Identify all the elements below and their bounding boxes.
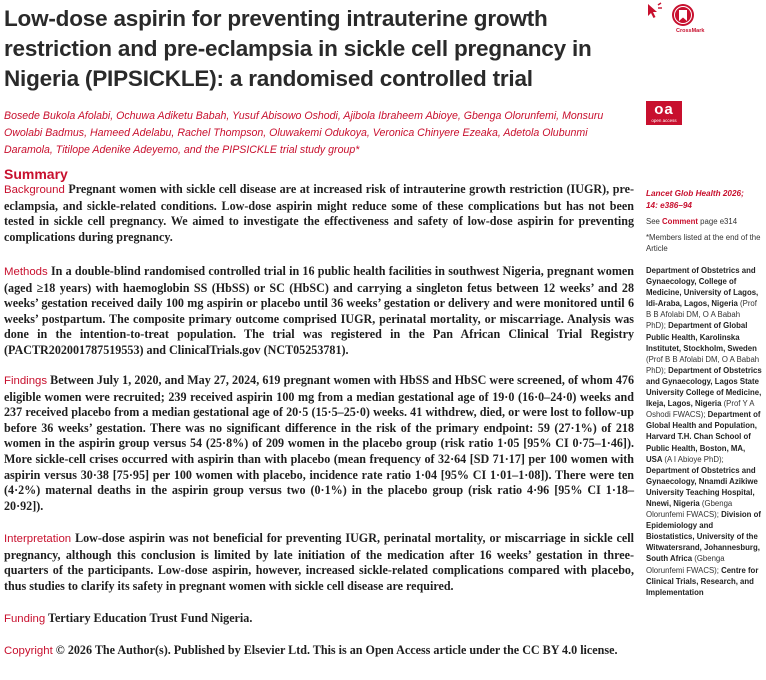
affiliation-institution: Division of Epidemiology and Biostatistics, University of the Witwatersrand, Johannesburg, South Africa bbox=[646, 510, 761, 564]
interpretation-text: Low-dose aspirin was not beneficial for preventing IUGR, perinatal mortality, or miscarriage in sickle cell pregnancy, although this conclusion is limited by late initiation of the medication after 16 weeks’ gestation in three-quarters of the participants. Low-dose aspirin, however, increased sickle-related complications compared with placebo, thus studies to clarify its safety in pregnant women with sickle cell disease are required. bbox=[4, 531, 634, 593]
comment-link[interactable]: Comment bbox=[662, 217, 699, 226]
background-label: Background bbox=[4, 184, 65, 196]
comment-suffix: page e314 bbox=[698, 217, 738, 226]
open-access-badge bbox=[646, 101, 682, 125]
crossmark-label[interactable]: CrossMark bbox=[676, 28, 705, 34]
affiliation-institution: Department of Global Health and Population, Harvard T.H. Chan School of Public Health, Boston, MA, USA bbox=[646, 410, 761, 464]
funding-text: Tertiary Education Trust Fund Nigeria. bbox=[47, 611, 253, 625]
open-access-label: open access bbox=[651, 118, 677, 123]
funding-section bbox=[4, 611, 634, 628]
affiliation-institution: Centre for Clinical Trials, Research, and Implementation bbox=[646, 565, 759, 597]
interpretation-label: Interpretation bbox=[4, 533, 72, 545]
interpretation-section bbox=[4, 531, 634, 594]
affiliation-authors: (Gbenga Olorunfemi FWACS); bbox=[646, 498, 733, 520]
methods-text: In a double-blind randomised controlled trial in 16 public health facilities in southwest Nigeria, pregnant women (aged ≥18 years) with haemoglobin SS (HbSS) or SC (HbSC) and carrying a singleton fetus between 12 weeks’ and 28 weeks’ gestation received daily 100 mg aspirin or placebo until 36 weeks’ gestation or delivery and were monitored until 6 weeks’ postpartum. The composite primary outcome comprised IUGR, perinatal mortality, or miscarriage. Analysis was done in the intention-to-treat population. The trial was registered in the Pan African Clinical Trial Registry (PACTR202001787519553) and ClinicalTrials.gov (NCT05253781). bbox=[4, 264, 635, 357]
findings-section bbox=[4, 373, 634, 514]
affiliation-authors: (Gbenga Olorunfemi FWACS); bbox=[646, 554, 725, 575]
methods-section bbox=[4, 264, 634, 359]
citation-pages: 14: e386–94 bbox=[646, 201, 692, 210]
affiliation-authors: (Prof B B Afolabi DM, O A Babah PhD); bbox=[646, 354, 760, 375]
background-text: Pregnant women with sickle cell disease are at increased risk of intrauterine growth restriction (IUGR), pre-eclampsia, and sickle-related conditions. Low-dose aspirin might reduce some of these complications but has not been tested in sickle cell pregnancy. We aimed to investigate the effectiveness and safety of low-dose aspirin for preventing complications during pregnancy. bbox=[4, 182, 634, 244]
affiliation-institution: Department of Obstetrics and Gynaecology, Nnamdi Azikiwe University Teaching Hospital, Nnewi, Nigeria bbox=[646, 465, 758, 508]
open-access-icon: oa bbox=[654, 101, 674, 118]
copyright-text: © 2026 The Author(s). Published by Elsevier Ltd. This is an Open Access article under the CC BY 4.0 license. bbox=[55, 643, 618, 657]
journal-citation bbox=[646, 188, 762, 212]
comment-prefix: See bbox=[646, 217, 663, 226]
background-section bbox=[4, 182, 634, 245]
affiliation-authors: (Prof Y A Oshodi FWACS); bbox=[646, 399, 755, 420]
findings-label: Findings bbox=[4, 375, 48, 387]
funding-label: Funding bbox=[4, 613, 46, 625]
methods-label: Methods bbox=[4, 266, 48, 278]
article-title: Low-dose aspirin for preventing intrauterine growth restriction and pre-eclampsia in sickle cell pregnancy in Nigeria (PIPSICKLE): a randomised controlled trial bbox=[4, 6, 592, 91]
affiliation-authors: (A I Abioye PhD); bbox=[664, 454, 724, 464]
affiliation-institution: Department of Global Public Health, Karolinska Institutet, Stockholm, Sweden bbox=[646, 321, 757, 353]
author-list: Bosede Bukola Afolabi, Ochuwa Adiketu Babah, Yusuf Abisowo Oshodi, Ajibola Ibraheem Abioye, Gbenga Olorunfemi, Monsuru Owolabi Badmus, Hameed Adelabu, Rachel Thompson, Oluwakemi Odukoya, Veronica Chinyere Ezeaka, Adetola Olubunmi Daramola, Titilope Adenike Adeyemo, and the PIPSICKLE trial study group* bbox=[4, 110, 604, 156]
citation-journal: Lancet Glob Health 2026; bbox=[646, 189, 744, 198]
summary-heading: Summary bbox=[4, 166, 68, 182]
copyright-label: Copyright bbox=[4, 645, 53, 657]
findings-text: Between July 1, 2020, and May 27, 2024, 619 pregnant women with HbSS and HbSC were screened, of whom 476 eligible women were recruited; 239 received aspirin 100 mg from a median gestational age of 19·0 (16·0–24·0) weeks and 237 received placebo from a median gestational age of 20·5 (15·5–25·0) weeks. 41 withdrew, died, or were lost to follow-up before 36 weeks’ gestation. There was no significant difference in the risk of the primary endpoint: 59 (27·1%) of 218 women in the aspirin group versus 54 (25·8%) of 209 women in the placebo group (risk ratio 1·05 [95% CI 0·75–1·46]). More sickle-cell crises occurred with aspirin than with placebo (mean frequency of 32·64 [SD 71·17] per 100 women with aspirin versus 30·38 [75·95] per 100 women with placebo, incidence rate ratio 1·04 [95% CI 1·01–1·08]). There were ten (4·2%) maternal deaths in the aspirin group versus two (0·1%) in the placebo group (risk ratio 4·96 [95% CI 1·18–20·92]). bbox=[4, 373, 634, 513]
affiliation-institution: Department of Obstetrics and Gynaecology, Lagos State University College of Medicine, Ikeja, Lagos, Nigeria bbox=[646, 365, 762, 409]
members-note: *Members listed at the end of the Article bbox=[646, 233, 761, 254]
affiliations bbox=[646, 265, 762, 598]
affiliation-institution: Department of Obstetrics and Gynaecology, College of Medicine, University of Lagos, Idi-Araba, Lagos, Nigeria bbox=[646, 266, 759, 309]
see-comment bbox=[646, 216, 762, 227]
affiliation-authors: (Prof B B Afolabi DM, O A Babah PhD); bbox=[646, 299, 757, 331]
copyright-section bbox=[4, 643, 634, 660]
